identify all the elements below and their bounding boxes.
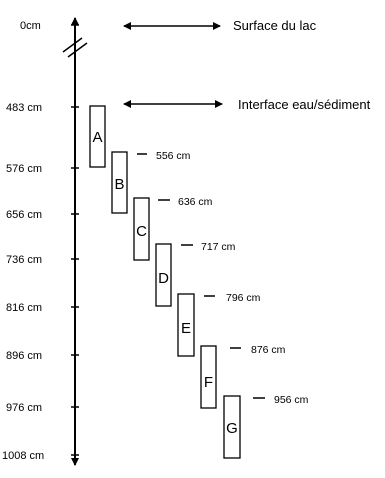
depth-label: 656 cm [6,209,43,221]
boundary-labels [156,150,309,406]
boundary-label: 956 cm [274,394,309,406]
depth-label: 816 cm [6,302,43,314]
segment-letter: D [158,270,169,287]
segment-b [112,152,127,213]
segment-g [224,396,240,458]
segment-c [134,198,149,260]
depth-label: 896 cm [6,350,43,362]
surface-label: Surface du lac [233,18,317,33]
segment-letter: A [92,129,103,146]
depth-label: 736 cm [6,254,43,266]
boundary-label: 796 cm [226,292,261,304]
segment-letter: C [136,223,147,240]
boundary-label: 556 cm [156,150,191,162]
boundary-label: 876 cm [251,344,286,356]
boundary-label: 636 cm [178,196,213,208]
segment-e [178,294,194,356]
segment-a [90,106,105,167]
boundary-label: 717 cm [201,241,236,253]
segment-letter: E [180,320,192,337]
interface-label: Interface eau/sédiment [238,97,371,112]
segment-letter: G [226,420,238,437]
depth-label: 576 cm [6,163,43,175]
depth-labels [2,20,44,462]
segment-letter: F [203,374,214,391]
depth-label: 483 cm [6,102,43,114]
segment-d [156,244,171,306]
segment-f [201,346,216,408]
depth-label: 1008 cm [2,450,45,462]
depth-label: 976 cm [6,402,43,414]
segment-letter: B [114,176,125,193]
depth-label: 0cm [20,20,41,32]
